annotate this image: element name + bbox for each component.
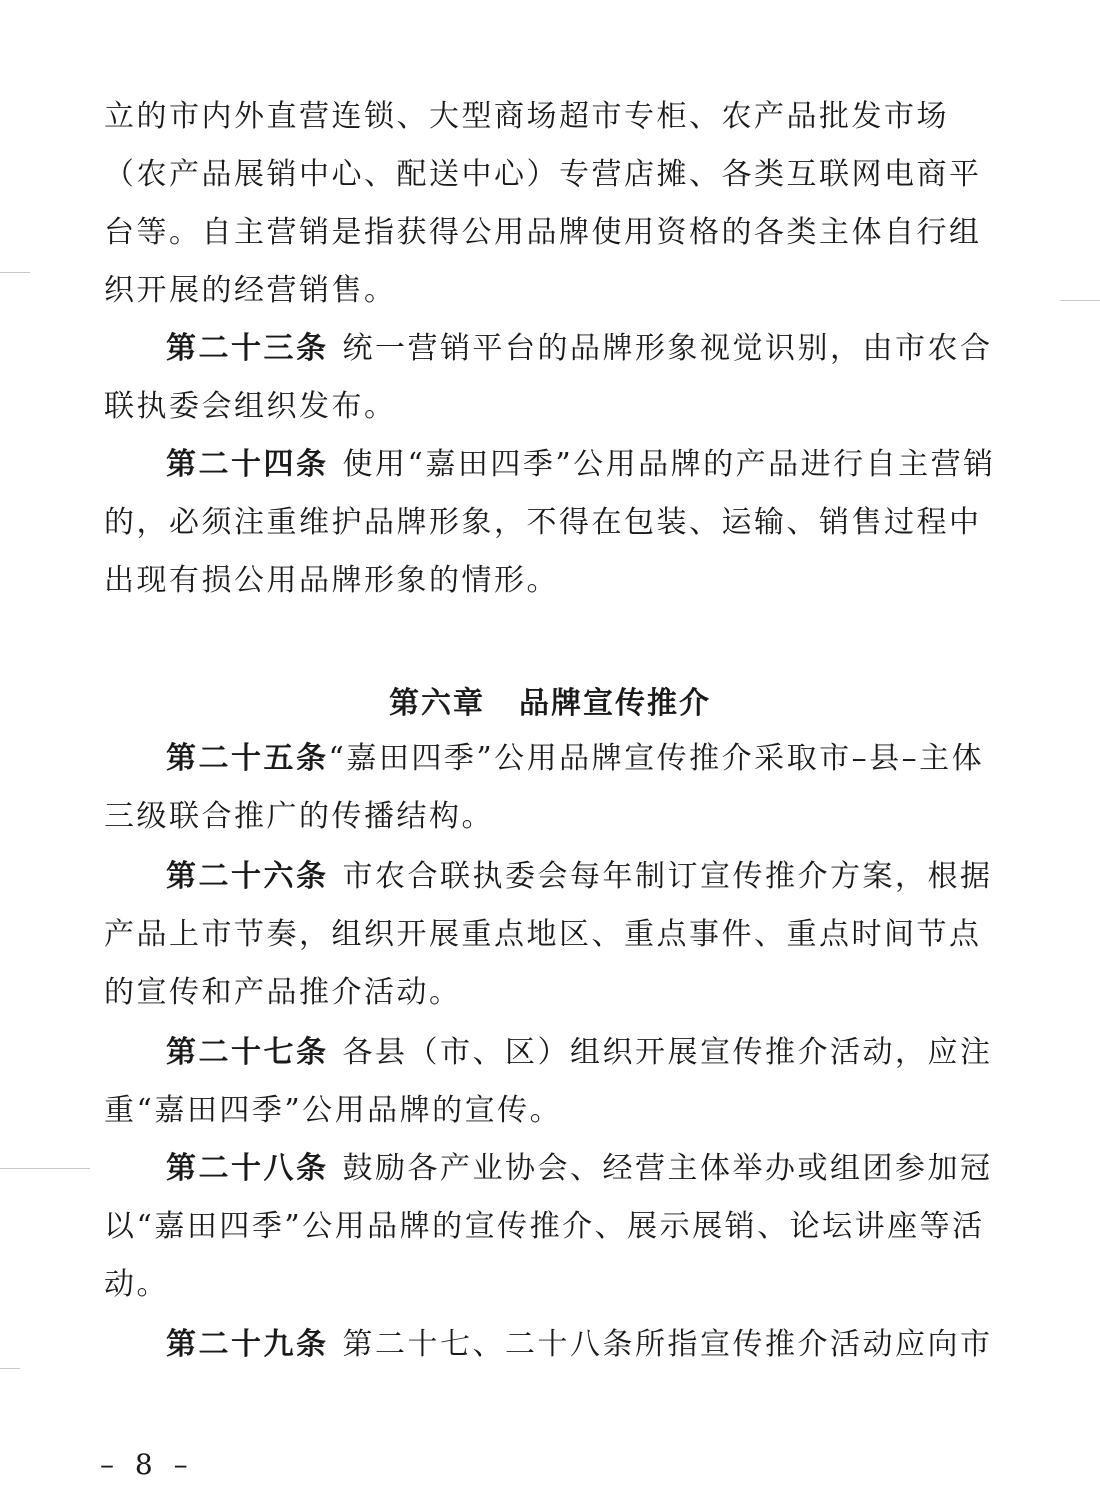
scan-mark [0, 1368, 20, 1369]
article-number: 第二十八条 [166, 1151, 329, 1186]
article-number: 第二十九条 [166, 1327, 329, 1362]
chapter-heading [0, 678, 1100, 722]
article-number: 第二十五条 [166, 741, 329, 776]
article-29 [104, 1316, 1004, 1374]
article-26 [104, 848, 1004, 1022]
article-text: 各县（市、区）组织开展宣传推介活动，应注重“嘉田四季”公用品牌的宣传。 [104, 1035, 993, 1128]
article-24 [104, 436, 1004, 610]
article-text: 第二十七、二十八条所指宣传推介活动应向市 [342, 1327, 993, 1362]
article-text: “嘉田四季”公用品牌宣传推介采取市–县–主体三级联合推广的传播结构。 [104, 741, 985, 834]
scan-mark [0, 272, 30, 273]
chapter-title: 品牌宣传推介 [519, 686, 711, 721]
article-number: 第二十七条 [166, 1035, 329, 1070]
article-text: 统一营销平台的品牌形象视觉识别，由市农合联执委会组织发布。 [104, 331, 993, 424]
article-number: 第二十三条 [166, 331, 329, 366]
article-text: 鼓励各产业协会、经营主体举办或组团参加冠以“嘉田四季”公用品牌的宣传推介、展示展销、论坛讲座等活动。 [104, 1151, 993, 1302]
article-number: 第二十六条 [166, 859, 329, 894]
page-number: – 8 – [100, 1448, 194, 1481]
chapter-number: 第六章 [389, 686, 485, 721]
article-text: 使用“嘉田四季”公用品牌的产品进行自主营销的，必须注重维护品牌形象，不得在包装、运输、销售过程中出现有损公用品牌形象的情形。 [104, 447, 996, 598]
article-23 [104, 320, 1004, 436]
scan-mark [0, 1168, 90, 1169]
article-25 [104, 730, 1004, 846]
paragraph-text: 立的市内外直营连锁、大型商场超市专柜、农产品批发市场（农产品展销中心、配送中心）专营店摊、各类互联网电商平台等。自主营销是指获得公用品牌使用资格的各类主体自行组织开展的经营销售。 [104, 99, 982, 308]
paragraph-continuation [104, 88, 1004, 320]
scan-mark [1060, 300, 1100, 301]
article-27 [104, 1024, 1004, 1140]
article-number: 第二十四条 [166, 447, 329, 482]
article-28 [104, 1140, 1004, 1314]
article-text: 市农合联执委会每年制订宣传推介方案，根据产品上市节奏，组织开展重点地区、重点事件、重点时间节点的宣传和产品推介活动。 [104, 859, 993, 1010]
